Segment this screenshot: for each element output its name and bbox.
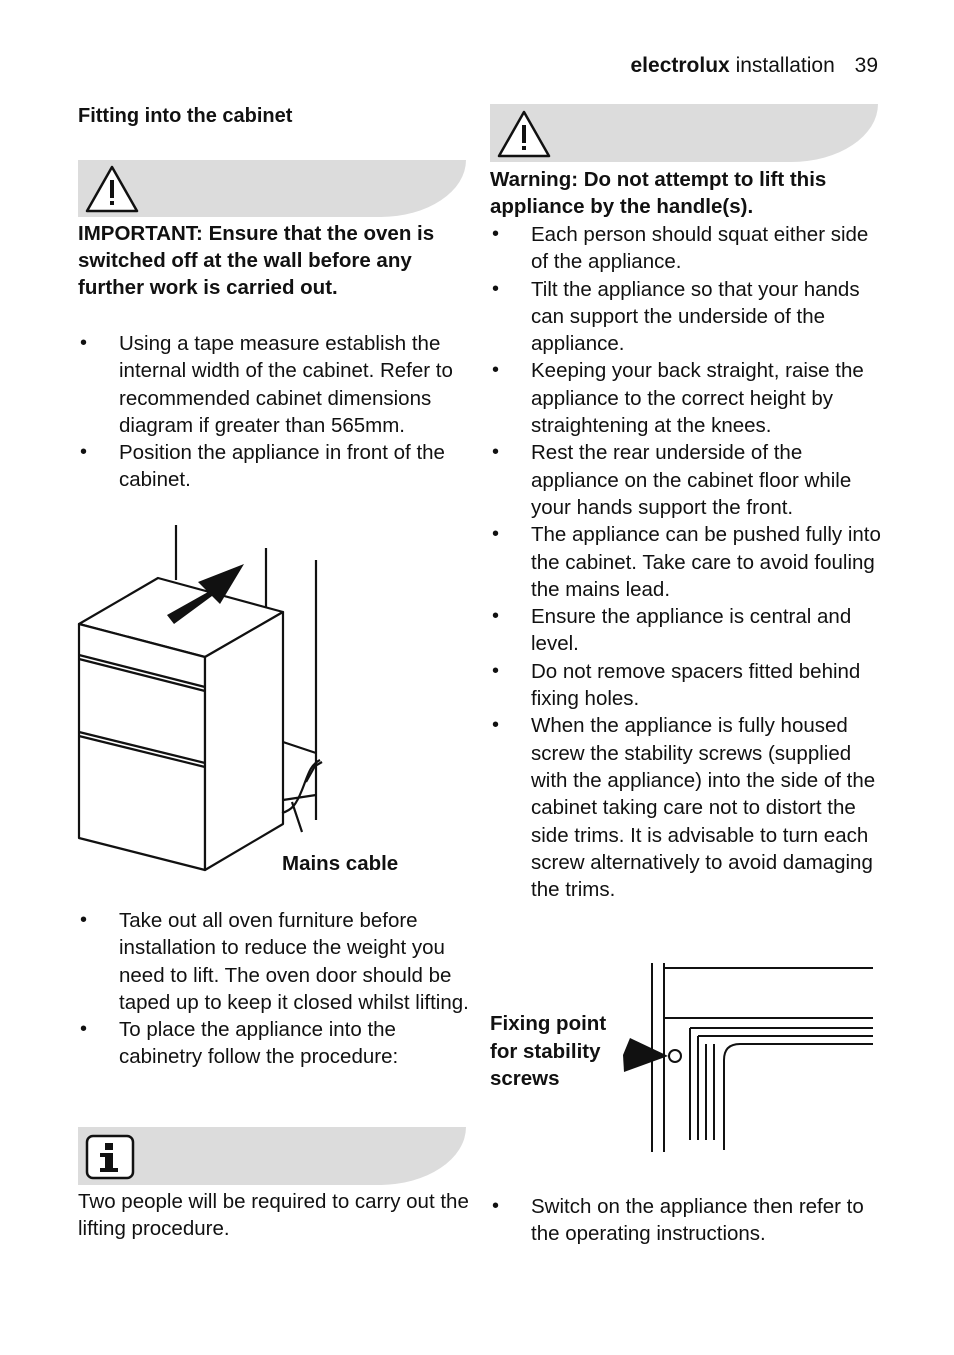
list-item: • Take out all oven furniture before installation to reduce the weight you need to lift. The oven door should be taped up to keep it closed whilst lifting.	[78, 907, 470, 1016]
oven-cabinet-diagram	[70, 520, 470, 890]
bullet-list-1	[78, 330, 470, 494]
lifting-warning: Warning: Do not attempt to lift this appliance by the handle(s).	[490, 168, 827, 218]
final-step-list	[490, 1193, 882, 1248]
list-item: • Tilt the appliance so that your hands can support the underside of the appliance.	[490, 276, 882, 358]
list-item: • The appliance can be pushed fully into the cabinet. Take care to avoid fouling the mains lead.	[490, 521, 882, 603]
list-item: • Switch on the appliance then refer to the operating instructions.	[490, 1193, 882, 1248]
list-item: • Rest the rear underside of the appliance on the cabinet floor while your hands support the front.	[490, 439, 882, 521]
lifting-steps-list	[490, 221, 882, 903]
list-item: • Ensure the appliance is central and level.	[490, 603, 882, 658]
mains-cable-label: Mains cable	[282, 852, 399, 875]
warning-banner-right	[490, 104, 878, 162]
list-item: • Position the appliance in front of the cabinet.	[78, 439, 470, 494]
bullet-list-2	[78, 907, 470, 1071]
fixing-point-diagram	[620, 960, 880, 1155]
info-banner	[78, 1127, 466, 1185]
section-title: Fitting into the cabinet	[78, 105, 293, 127]
warning-triangle-icon	[84, 164, 140, 214]
warning-banner-left	[78, 160, 466, 217]
page-number: 39	[854, 54, 878, 77]
list-item: • Each person should squat either side of the appliance.	[490, 221, 882, 276]
page-header	[631, 54, 879, 78]
list-item: • Keeping your back straight, raise the appliance to the correct height by straightening at the knees.	[490, 357, 882, 439]
fixing-point-label: Fixing point for stability screws	[490, 1012, 607, 1090]
info-text: Two people will be required to carry out the lifting procedure.	[78, 1190, 469, 1241]
list-item: • Using a tape measure establish the internal width of the cabinet. Refer to recommended cabinet dimensions diagram if greater than 565mm.	[78, 330, 470, 439]
list-item: • Do not remove spacers fitted behind fixing holes.	[490, 658, 882, 713]
section-name: installation	[735, 54, 835, 77]
info-icon	[85, 1134, 135, 1180]
important-notice: IMPORTANT: Ensure that the oven is switched off at the wall before any further work is carried out.	[78, 222, 435, 299]
list-item: • When the appliance is fully housed screw the stability screws (supplied with the appliance) into the side of the cabinet taking care not to distort the side trims. It is advisable to turn each screw alternatively to avoid damaging the trims.	[490, 712, 882, 903]
list-item: • To place the appliance into the cabinetry follow the procedure:	[78, 1016, 470, 1071]
warning-triangle-icon	[496, 109, 552, 159]
brand-name: electrolux	[630, 54, 730, 77]
